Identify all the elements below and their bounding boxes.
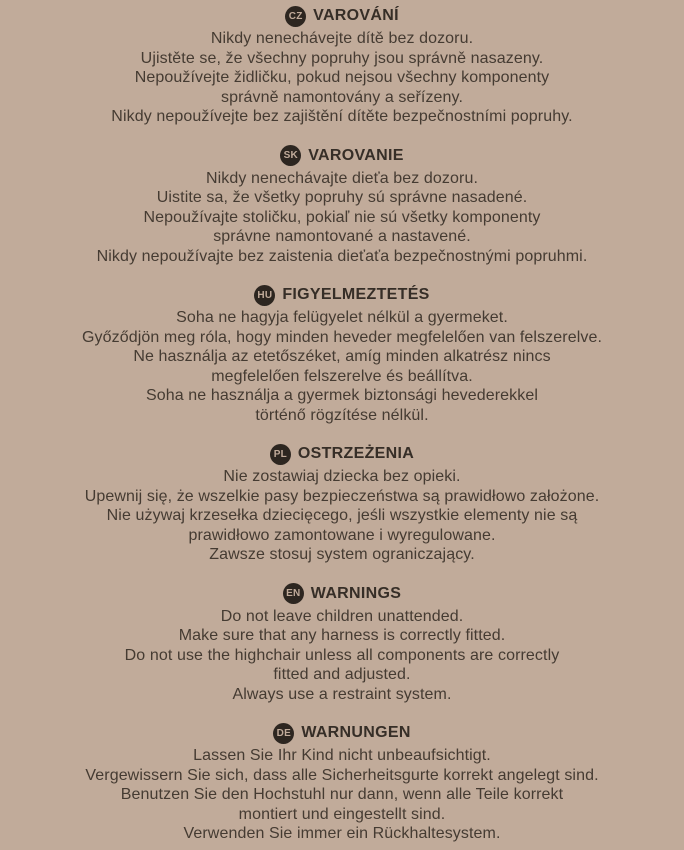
warning-section [0,145,684,267]
warning-section [0,583,684,705]
section-header [0,583,684,605]
warning-section [0,443,684,565]
warning-text [0,169,684,267]
warning-text [0,746,684,844]
warning-line: Vergewissern Sie sich, dass alle Sicherheitsgurte korrekt angelegt sind. [85,766,599,784]
warning-line: Zawsze stosuj system ograniczający. [209,546,475,563]
warning-line: történő rögzítése nélkül. [255,406,429,424]
warning-line: Nepoužívejte židličku, pokud nejsou všechny komponenty [134,69,550,86]
warning-line: Do not leave children unattended. [220,607,464,625]
section-header [0,284,684,306]
warning-text [0,29,684,127]
warning-line: Verwenden Sie immer ein Rückhaltesystem. [183,825,501,842]
warning-text [0,308,684,425]
warning-line: Soha ne hagyja felügyelet nélkül a gyermeket. [176,309,508,326]
section-header [0,443,684,465]
warning-line: Nikdy nenechávajte dieťa bez dozoru. [206,169,478,187]
warning-text [0,607,684,705]
warning-line: Nie zostawiaj dziecka bez opieki. [223,468,461,485]
language-badge-icon: DE [273,723,294,744]
section-title: WARNINGS [310,584,402,602]
section-header [0,722,684,744]
warning-line: Uistite sa, že všetky popruhy sú správne nasadené. [156,189,528,206]
section-title: OSTRZEŻENIA [297,445,415,462]
warning-line: prawidłowo zamontowane i wyregulowane. [188,526,496,544]
warning-text [0,467,684,565]
warning-line: správně namontovány a seřízeny. [220,88,464,106]
warning-line: Győződjön meg róla, hogy minden heveder megfelelően van felszerelve. [82,328,602,346]
section-title: WARNUNGEN [301,724,411,741]
language-badge-icon: PL [270,444,291,465]
warning-line: Make sure that any harness is correctly fitted. [178,627,506,644]
warning-line: Lassen Sie Ihr Kind nicht unbeaufsichtigt. [193,747,491,764]
section-title: VAROVÁNÍ [313,7,399,24]
warning-line: megfelelően felszerelve és beállítva. [211,367,473,385]
language-badge-icon: EN [283,583,304,604]
warning-line: Upewnij się, że wszelkie pasy bezpieczeństwa są prawidłowo założone. [84,487,600,505]
warning-line: montiert und eingestellt sind. [238,805,446,823]
warning-section [0,5,684,127]
warning-line: Always use a restraint system. [232,685,452,703]
section-header [0,145,684,167]
warning-section [0,722,684,844]
warning-line: Nie używaj krzesełka dziecięcego, jeśli wszystkie elementy nie są [106,507,578,524]
language-badge-icon: HU [254,285,275,306]
warning-line: Do not use the highchair unless all components are correctly [124,646,560,664]
warning-line: Nepoužívajte stoličku, pokiaľ nie sú všetky komponenty [143,208,541,226]
language-badge-icon: SK [280,145,301,166]
warning-line: Soha ne használja a gyermek biztonsági hevederekkel [145,387,538,404]
warning-line: Nikdy nepoužívejte bez zajištění dítěte bezpečnostními popruhy. [111,108,573,125]
warning-line: Benutzen Sie den Hochstuhl nur dann, wenn alle Teile korrekt [120,786,564,803]
section-header [0,5,684,27]
section-title: FIGYELMEZTETÉS [282,286,430,303]
warning-line: správne namontované a nastavené. [213,228,471,245]
language-badge-icon: CZ [285,6,306,27]
warning-line: Ne használja az etetőszéket, amíg minden alkatrész nincs [133,348,551,365]
warning-line: Ujistěte se, že všechny popruhy jsou správně nasazeny. [140,49,544,67]
warning-line: Nikdy nepoužívajte bez zaistenia dieťaťa bezpečnostnými popruhmi. [96,247,588,265]
section-title: VAROVANIE [308,146,404,164]
warning-line: Nikdy nenechávejte dítě bez dozoru. [210,30,474,47]
warning-section [0,284,684,425]
warning-line: fitted and adjusted. [273,666,411,683]
